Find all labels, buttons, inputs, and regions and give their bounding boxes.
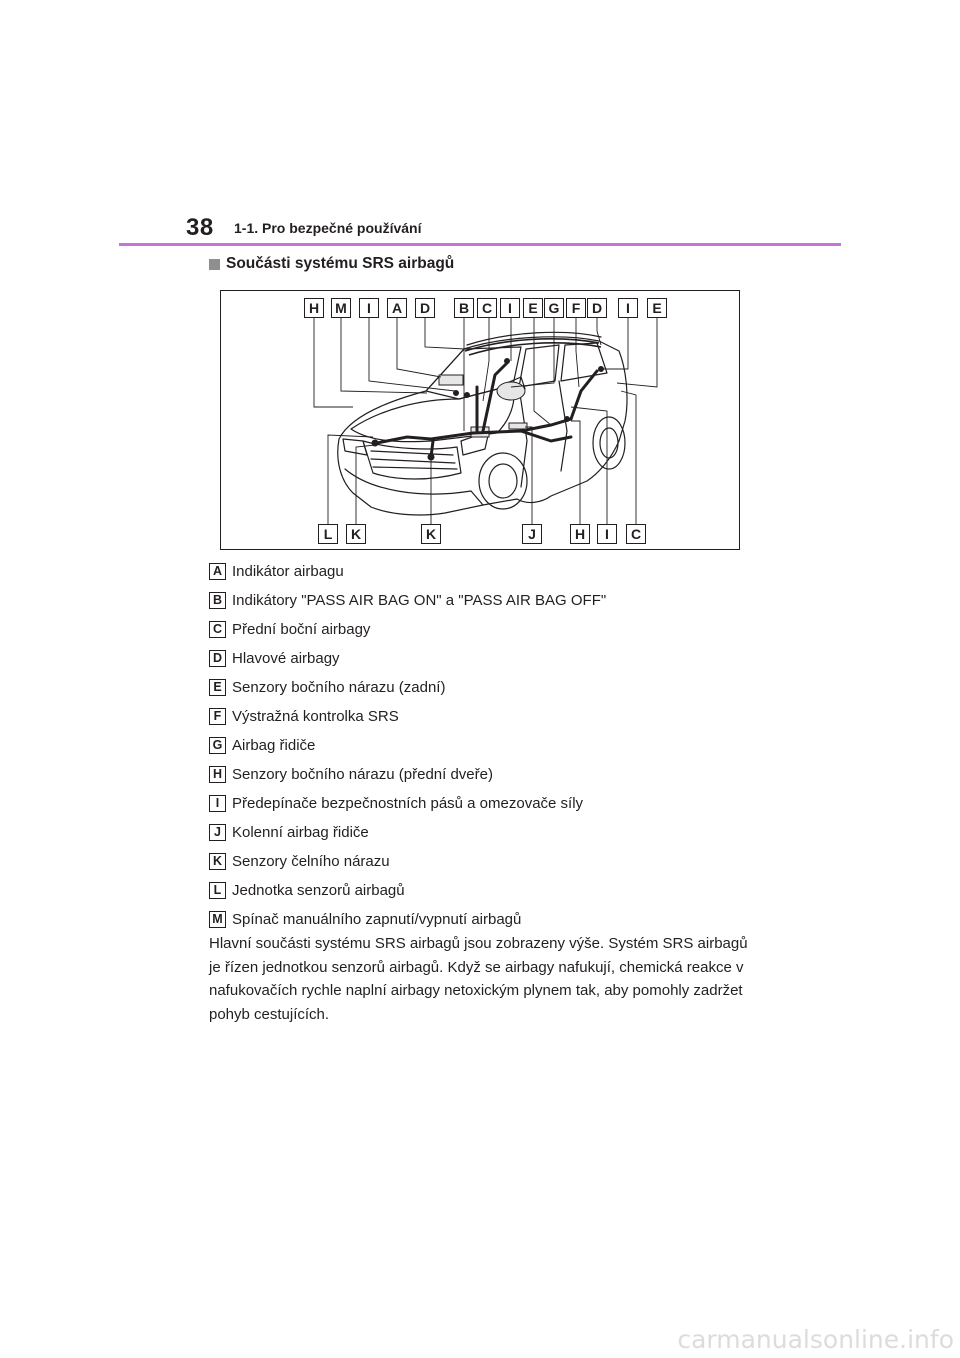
legend-item xyxy=(209,702,769,731)
legend-text: Senzory bočního nárazu (přední dveře) xyxy=(232,766,493,783)
knee-airbag xyxy=(509,423,527,429)
section-heading xyxy=(209,255,454,273)
legend-key: H xyxy=(209,766,226,783)
legend-text: Senzory bočního nárazu (zadní) xyxy=(232,679,446,696)
legend-text: Senzory čelního nárazu xyxy=(232,853,390,870)
legend-key: C xyxy=(209,621,226,638)
legend-text: Indikátor airbagu xyxy=(232,563,344,580)
legend-item xyxy=(209,847,769,876)
front-grille xyxy=(363,441,461,479)
callout-label: B xyxy=(454,298,474,318)
page-number: 38 xyxy=(186,214,214,241)
watermark: carmanualsonline.info xyxy=(677,1325,954,1354)
callout-label: C xyxy=(477,298,497,318)
legend-item xyxy=(209,760,769,789)
legend-item xyxy=(209,644,769,673)
side-window-rear xyxy=(561,343,607,381)
legend-text: Přední boční airbagy xyxy=(232,621,371,638)
legend-text: Výstražná kontrolka SRS xyxy=(232,708,399,725)
callout-label: J xyxy=(522,524,542,544)
callout-label: I xyxy=(500,298,520,318)
headlight-left xyxy=(343,439,367,455)
running-header: 1-1. Pro bezpečné používání xyxy=(234,220,422,236)
legend-key: J xyxy=(209,824,226,841)
callout-label: I xyxy=(597,524,617,544)
header-rule xyxy=(119,243,841,246)
legend-key: D xyxy=(209,650,226,667)
legend-key: M xyxy=(209,911,226,928)
curtain-airbag-line xyxy=(465,339,599,351)
legend-item xyxy=(209,905,769,934)
side-window-front xyxy=(519,345,559,387)
legend-item xyxy=(209,789,769,818)
legend-key: E xyxy=(209,679,226,696)
legend-text: Spínač manuálního zapnutí/vypnutí airbagů xyxy=(232,911,522,928)
legend-text: Hlavové airbagy xyxy=(232,650,340,667)
legend-item xyxy=(209,586,769,615)
legend-key: F xyxy=(209,708,226,725)
callout-label: E xyxy=(647,298,667,318)
legend-key: G xyxy=(209,737,226,754)
callout-label: M xyxy=(331,298,351,318)
rear-wheel xyxy=(593,417,625,469)
callout-label: H xyxy=(570,524,590,544)
square-bullet-icon xyxy=(209,259,220,270)
body-paragraph: Hlavní součásti systému SRS airbagů jsou zobrazeny výše. Systém SRS airbagů je řízen jednotkou senzorů airbagů. Když se airbagy nafukují, chemická reakce v nafukovačích rychle naplní airbagy netoxickým plynem tak, aby pomohly zadržet pohyb cestujících. xyxy=(209,935,748,1023)
driver-airbag xyxy=(497,382,525,400)
legend-text: Kolenní airbag řidiče xyxy=(232,824,369,841)
legend-item xyxy=(209,876,769,905)
car-illustration xyxy=(221,291,741,551)
legend-text: Indikátory "PASS AIR BAG ON" a "PASS AIR BAG OFF" xyxy=(232,592,607,609)
callout-label: L xyxy=(318,524,338,544)
callout-label: G xyxy=(544,298,564,318)
legend-item xyxy=(209,557,769,586)
legend-key: K xyxy=(209,853,226,870)
callout-label: I xyxy=(359,298,379,318)
callout-label: H xyxy=(304,298,324,318)
airbag-indicator-unit xyxy=(439,375,463,385)
callout-label: K xyxy=(346,524,366,544)
legend-item xyxy=(209,673,769,702)
legend-key: L xyxy=(209,882,226,899)
callout-label: D xyxy=(587,298,607,318)
callout-label: F xyxy=(566,298,586,318)
legend-text: Předepínače bezpečnostních pásů a omezovače síly xyxy=(232,795,584,812)
callout-label: I xyxy=(618,298,638,318)
legend-item xyxy=(209,731,769,760)
legend-item xyxy=(209,615,769,644)
legend-item xyxy=(209,818,769,847)
legend-key: A xyxy=(209,563,226,580)
front-wheel xyxy=(479,453,527,509)
car-body-outline xyxy=(338,337,627,515)
legend-key: I xyxy=(209,795,226,812)
legend-text: Jednotka senzorů airbagů xyxy=(232,882,405,899)
callout-label: C xyxy=(626,524,646,544)
callout-label: A xyxy=(387,298,407,318)
front-bumper xyxy=(345,469,483,505)
callout-label: D xyxy=(415,298,435,318)
legend-list xyxy=(209,557,769,934)
callout-label: K xyxy=(421,524,441,544)
legend-text: Airbag řidiče xyxy=(232,737,316,754)
section-heading-text: Součásti systému SRS airbagů xyxy=(226,255,455,272)
callout-label: E xyxy=(523,298,543,318)
legend-key: B xyxy=(209,592,226,609)
airbag-components-diagram xyxy=(220,290,740,550)
